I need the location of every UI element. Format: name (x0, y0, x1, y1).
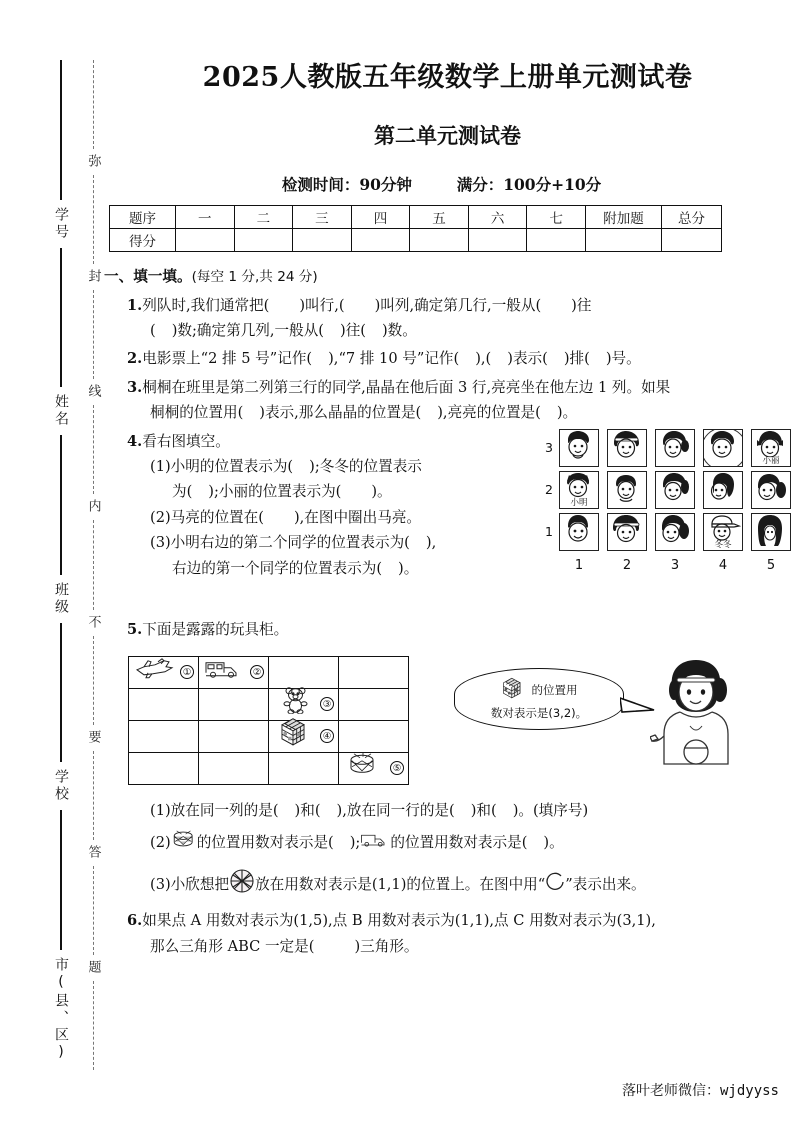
student-face-r2c4[interactable] (703, 471, 743, 509)
toy-cell-r2c4[interactable] (339, 688, 409, 720)
q4-p1-text-d: );小丽的位置表示为( (208, 483, 342, 501)
q5-p2-text-b: 的位置用数对表示是( (196, 834, 334, 852)
student-face-r2c2[interactable] (607, 471, 647, 509)
unit-title: 第二单元测试卷 (374, 123, 521, 148)
score-table (109, 205, 722, 252)
section-heading-1 (104, 264, 809, 290)
q2-text-e: )排( (563, 350, 590, 368)
student-face-r3c4-circled[interactable] (703, 429, 743, 467)
drum-icon (171, 829, 197, 857)
page-title: 2025人教版五年级数学上册单元测试卷 (202, 62, 693, 93)
score-table-col-3: 三 (293, 206, 352, 229)
student-face-r3c5-xiaoli[interactable] (751, 429, 791, 467)
student-seating-figure (539, 429, 801, 578)
toy-cell-r1c2[interactable] (199, 656, 269, 688)
q5-p2-text-e: )。 (543, 834, 564, 852)
score-cell-6[interactable] (468, 229, 527, 252)
seal-dash-segment (93, 290, 94, 379)
score-cell-2[interactable] (234, 229, 293, 252)
truck-icon (360, 829, 390, 857)
q4-p3-text-a: (3)小明右边的第二个同学的位置表示为( (150, 534, 410, 552)
score-cell-7[interactable] (527, 229, 586, 252)
question-6-line-1 (104, 908, 809, 933)
question-1-line-2 (104, 318, 809, 343)
toy-cell-r3c2[interactable] (199, 720, 269, 752)
question-3-line-1 (104, 375, 809, 400)
question-2-number: 2. (127, 350, 143, 368)
question-5-title-line (104, 617, 809, 642)
seating-col-label-4: 4 (718, 557, 728, 573)
question-3-line-2 (104, 400, 809, 425)
seating-row-2 (539, 471, 801, 509)
q5-p1-text-e: )。(填序号) (512, 801, 589, 819)
score-table-col-total: 总分 (662, 206, 722, 229)
seating-col-label-2: 2 (622, 557, 632, 573)
seal-dash-segment (93, 866, 94, 955)
seal-char-xian: 线 (85, 384, 101, 401)
bubble-line-1 (501, 676, 578, 705)
q6-text-a: 那么三角形 ABC 一定是( (150, 937, 315, 955)
question-5-part-3 (104, 868, 809, 902)
seal-dash-segment (93, 751, 94, 840)
toy-cell-r4c4[interactable] (339, 752, 409, 784)
question-2 (104, 346, 809, 371)
q2-text-f: )号。 (605, 350, 641, 368)
q6-text-1: 如果点 A 用数对表示为(1,5),点 B 用数对表示为(1,1),点 C 用数对表示为(3,1), (142, 912, 656, 930)
seal-dash-segment (93, 405, 94, 494)
rubiks-cube-icon (501, 676, 527, 705)
student-face-r1c3[interactable] (655, 513, 695, 551)
table-row (110, 229, 722, 252)
q2-text-d: )表示( (507, 350, 548, 368)
bubble-line-2: 数对表示是(3,2)。 (490, 705, 588, 720)
q4-p1-text-e: )。 (371, 483, 392, 501)
toy-marker-4: ④ (320, 729, 334, 743)
question-1-number: 1. (127, 296, 143, 314)
seating-row-3 (539, 429, 801, 467)
toy-cell-r3c4[interactable] (339, 720, 409, 752)
q5-p2-text-d: 的位置用数对表示是( (390, 834, 528, 852)
question-6 (104, 908, 809, 959)
seal-field-xuexiao: 学校 (53, 769, 69, 804)
footer-credit (622, 1080, 779, 1100)
q1-text-a: 列队时,我们通常把( (142, 296, 270, 314)
seal-char-yao: 要 (85, 729, 101, 746)
q6-text-b: )三角形。 (354, 937, 419, 955)
q5-p2-text-a: (2) (150, 834, 171, 852)
circle-marker-icon (545, 871, 565, 899)
exam-fullscore-label: 满分：100分+10分 (456, 175, 602, 194)
question-4-title: 看右图填空。 (142, 432, 230, 450)
question-6-number: 6. (127, 912, 143, 930)
toy-marker-5: ⑤ (390, 761, 404, 775)
q5-p1-text-c: ),放在同一行的是( (336, 801, 455, 819)
student-face-r1c2[interactable] (607, 513, 647, 551)
score-cell-5[interactable] (410, 229, 469, 252)
rubiks-cube-icon (279, 716, 313, 756)
seal-char-mi: 弥 (85, 154, 101, 171)
q5-p1-text-b: )和( (294, 801, 321, 819)
seal-rule (60, 623, 62, 763)
seal-char-ti: 题 (85, 959, 101, 976)
score-cell-extra[interactable] (586, 229, 662, 252)
toy-cell-r4c2[interactable] (199, 752, 269, 784)
beach-ball-icon (229, 868, 255, 902)
q4-p3-text-c: 右边的第一个同学的位置表示为( (172, 559, 383, 577)
seating-col-label-1: 1 (574, 557, 584, 573)
toy-marker-1: ① (180, 665, 194, 679)
seal-dash-segment (93, 60, 94, 149)
section-heading-text: 一、填一填。 (104, 268, 192, 285)
q4-p1-text-b: );冬冬的位置表示 (309, 457, 422, 475)
seating-column-labels (559, 555, 801, 578)
student-face-r1c5[interactable] (751, 513, 791, 551)
question-5-part-1 (104, 798, 809, 823)
toy-row-1 (129, 656, 409, 688)
q4-p3-text-b: ), (425, 534, 437, 552)
score-cell-1[interactable] (176, 229, 235, 252)
q2-text-c: ),( (475, 350, 492, 368)
question-body (104, 264, 809, 959)
q4-p1-text-a: (1)小明的位置表示为( (150, 457, 294, 475)
student-face-r1c1[interactable] (559, 513, 599, 551)
score-table-col-4: 四 (351, 206, 410, 229)
seating-col-label-3: 3 (670, 557, 680, 573)
footer-wechat-id: wjdyyss (719, 1083, 779, 1099)
question-4-number: 4. (127, 432, 143, 450)
girl-character-icon (650, 656, 750, 774)
seal-char-nei: 内 (85, 499, 101, 516)
speech-bubble (454, 668, 624, 730)
exam-time-label: 检测时间：90分钟 (281, 175, 412, 194)
exam-sheet (104, 0, 809, 1122)
toy-cell-r1c1[interactable] (129, 656, 199, 688)
question-5-title: 下面是露露的玩具柜。 (142, 620, 289, 638)
q4-p2-text-a: (2)马亮的位置在( (150, 508, 264, 526)
table-row-headers (110, 206, 722, 229)
student-name-xiaoli: 小丽 (752, 457, 790, 466)
score-cell-3[interactable] (293, 229, 352, 252)
score-table-row-label-tixu: 题序 (110, 206, 176, 229)
q5-p1-text-a: (1)放在同一列的是( (150, 801, 279, 819)
score-table-col-2: 二 (234, 206, 293, 229)
seal-field-xuehao: 学号 (53, 206, 69, 241)
seating-row-label-3: 3 (545, 439, 553, 455)
q5-p1-text-d: )和( (470, 801, 497, 819)
seal-dashed-line-column (82, 60, 104, 1070)
seating-row-1 (539, 513, 801, 551)
toy-cell-r3c3[interactable] (269, 720, 339, 752)
question-2-line-1 (104, 346, 809, 371)
seal-field-shixianqu: 市(县、区) (53, 956, 69, 1063)
score-table-col-extra: 附加题 (586, 206, 662, 229)
seating-row-label-1: 1 (545, 523, 553, 539)
score-cell-4[interactable] (351, 229, 410, 252)
seal-rule (60, 810, 62, 950)
student-face-r2c3[interactable] (655, 471, 695, 509)
seal-dash-segment (93, 636, 94, 725)
seal-margin (0, 0, 100, 1122)
toy-cell-r1c4[interactable] (339, 656, 409, 688)
q2-text-b: ),“7 排 10 号”记作( (328, 350, 460, 368)
seal-dash-segment (93, 520, 94, 609)
q4-p3-text-d: )。 (398, 559, 419, 577)
footer-label: 落叶老师微信： (621, 1083, 720, 1099)
score-table-col-6: 六 (468, 206, 527, 229)
q1-text-h: )数。 (381, 322, 417, 340)
q1-text-e: ( (150, 322, 156, 340)
student-face-r3c1[interactable] (559, 429, 599, 467)
q5-p3-text-c: ”表示出来。 (565, 875, 646, 893)
q3-text-b: )表示,那么晶晶的位置是( (259, 404, 422, 422)
drum-icon (347, 752, 379, 784)
question-5-number: 5. (127, 620, 143, 638)
q1-text-c: )叫列,确定第几行,一般从( (374, 296, 542, 314)
seal-dash-segment (93, 175, 94, 264)
seal-field-column (48, 60, 74, 1070)
bubble-text-1: 的位置用 (531, 683, 578, 698)
toy-cell-r2c2[interactable] (199, 688, 269, 720)
question-5-part-2 (104, 829, 809, 857)
q5-p3-text-b: 放在用数对表示是(1,1)的位置上。在图中用“ (255, 875, 546, 893)
q1-text-d: )往 (571, 296, 592, 314)
score-table-col-1: 一 (176, 206, 235, 229)
seating-row-label-2: 2 (545, 481, 553, 497)
seal-char-feng: 封 (85, 269, 101, 286)
student-face-r2c1-xiaoming[interactable] (559, 471, 599, 509)
q3-text-1: 桐桐在班里是第二列第三行的同学,晶晶在他后面 3 行,亮亮坐在他左边 1 列。如果 (142, 378, 671, 396)
score-table-row-label-defen: 得分 (110, 229, 176, 252)
q4-p2-text-b: ),在图中圈出马亮。 (293, 508, 422, 526)
student-name-xiaoming: 小明 (560, 499, 598, 508)
student-face-r1c4-dongdong[interactable] (703, 513, 743, 551)
toy-cabinet-area (104, 648, 809, 798)
question-6-line-2 (104, 934, 809, 959)
toy-cell-r1c3[interactable] (269, 656, 339, 688)
seating-col-label-5: 5 (766, 557, 776, 573)
toy-marker-2: ② (250, 665, 264, 679)
q1-text-g: )往( (340, 322, 366, 340)
toy-cell-r3c1[interactable] (129, 720, 199, 752)
q3-text-a: 桐桐的位置用( (150, 404, 244, 422)
q3-text-d: )。 (556, 404, 578, 422)
seal-field-xingming: 姓名 (53, 394, 69, 429)
airplane-icon (134, 657, 176, 687)
hint-bubble-area (454, 656, 754, 776)
question-3-number: 3. (127, 378, 143, 396)
question-1-line-1 (104, 293, 809, 318)
q3-text-c: ),亮亮的位置是( (437, 404, 541, 422)
question-4 (104, 429, 809, 607)
exam-meta (104, 173, 809, 195)
toy-cell-r2c1[interactable] (129, 688, 199, 720)
q1-text-b: )叫行,( (299, 296, 345, 314)
student-face-r3c3[interactable] (655, 429, 695, 467)
toy-cabinet-grid (128, 656, 409, 785)
q4-p1-text-c: 为( (172, 483, 193, 501)
score-table-col-5: 五 (410, 206, 469, 229)
q5-p2-text-c: ); (349, 834, 361, 852)
seal-field-banji: 班级 (53, 581, 69, 616)
student-face-r3c2[interactable] (607, 429, 647, 467)
question-1 (104, 293, 809, 344)
section-points: (每空 1 分,共 24 分) (191, 269, 318, 285)
student-face-r2c5[interactable] (751, 471, 791, 509)
truck-icon (204, 657, 244, 687)
seal-rule (60, 248, 62, 388)
seal-char-da: 答 (85, 844, 101, 861)
seal-dash-segment (93, 981, 94, 1070)
q2-text-a: 电影票上“2 排 5 号”记作( (142, 350, 313, 368)
q5-p3-text-a: (3)小欣想把 (150, 875, 230, 893)
seal-rule (60, 60, 62, 200)
toy-row-4 (129, 752, 409, 784)
score-table-col-7: 七 (527, 206, 586, 229)
toy-cell-r4c3[interactable] (269, 752, 339, 784)
toy-row-2 (129, 688, 409, 720)
q1-text-f: )数;确定第几列,一般从( (171, 322, 324, 340)
question-3 (104, 375, 809, 426)
toy-row-3 (129, 720, 409, 752)
question-5 (104, 617, 809, 903)
score-cell-total[interactable] (662, 229, 722, 252)
seal-rule (60, 435, 62, 575)
student-name-dongdong: 冬冬 (704, 541, 742, 550)
toy-marker-3: ③ (320, 697, 334, 711)
toy-cell-r4c1[interactable] (129, 752, 199, 784)
seal-char-bu: 不 (85, 614, 101, 631)
